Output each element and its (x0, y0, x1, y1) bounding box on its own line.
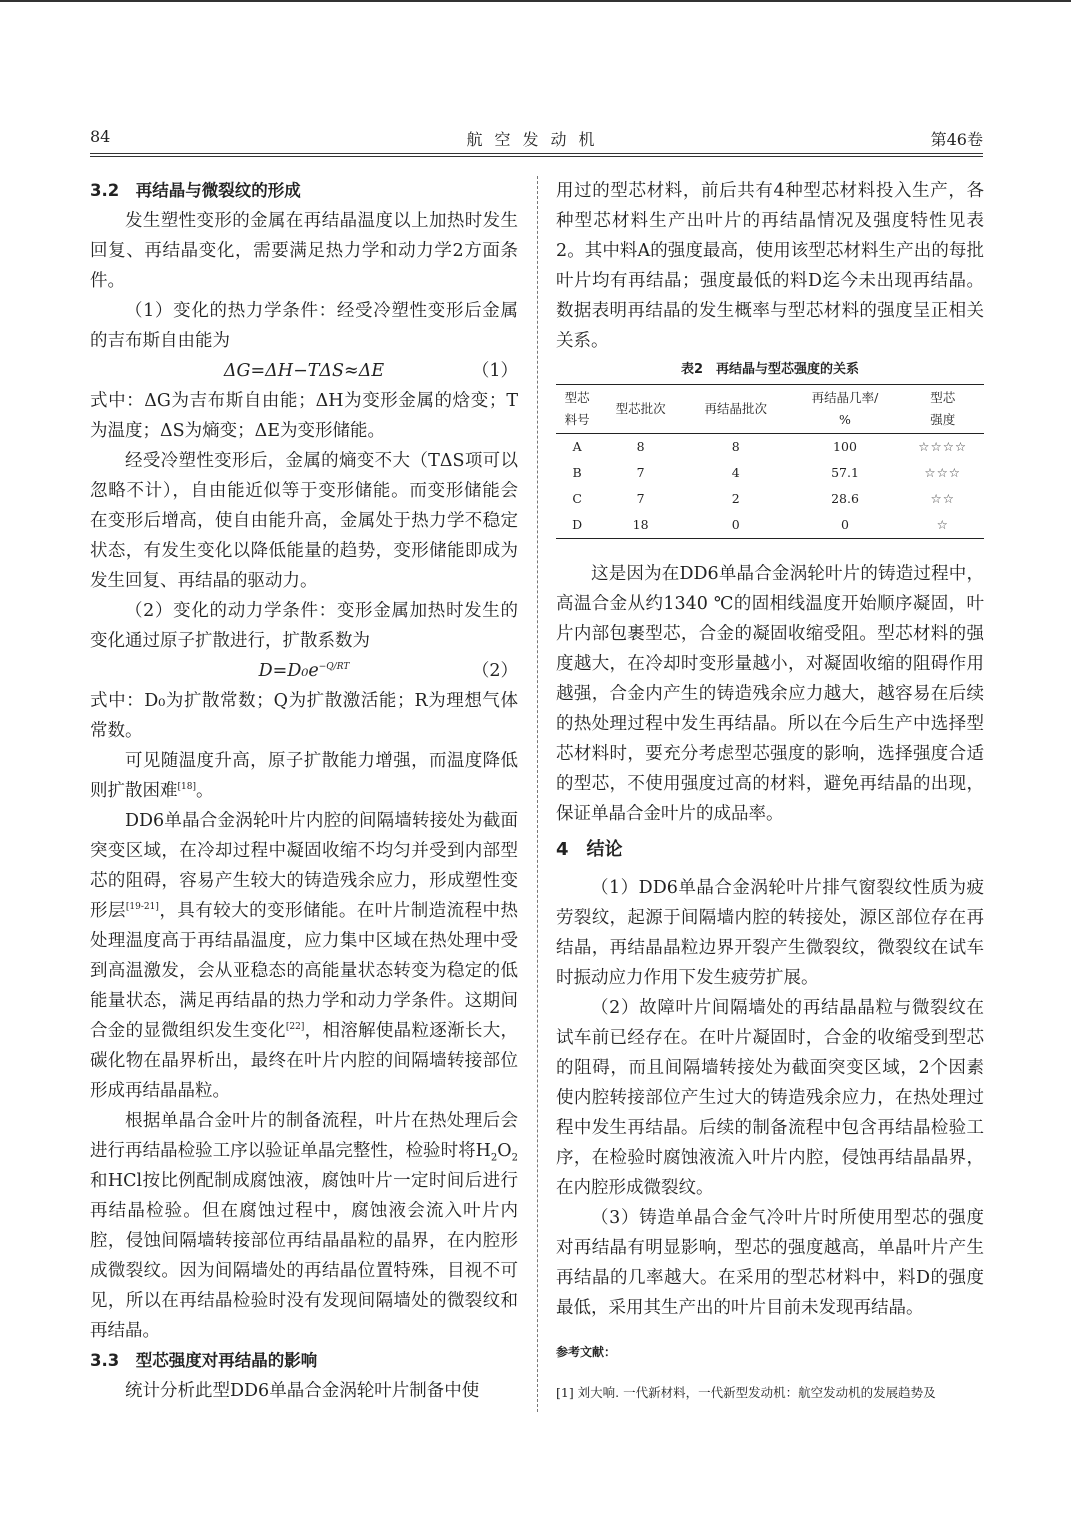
paragraph: 式中：ΔG为吉布斯自由能；ΔH为变形金属的焓变；T为温度；ΔS为熵变；ΔE为变形储能。 (90, 391, 518, 441)
text-run: 和HCl按比例配制成腐蚀液，腐蚀叶片一定时间后进行再结晶检验。但在腐蚀过程中，腐蚀液会流入叶片内腔，侵蚀间隔墙转接部位再结晶晶粒的晶界，在内腔形成微裂纹。因为间隔墙处的再结晶位置特殊，目视不可见，所以在再结晶检验时没有发现间隔墙处的微裂纹和再结晶。 (90, 1171, 518, 1341)
conclusion-2: （2）故障叶片间隔墙处的再结晶晶粒与微裂纹在试车前已经存在。在叶片凝固时，合金的收缩受到型芯的阻碍，而且间隔墙转接处为截面突变区域，2个因素使内腔转接部位产生过大的铸造残余应力，在热处理过程中发生再结晶。后续的制备流程中包含再结晶检验工序，在检验时腐蚀液流入叶片内腔，侵蚀再结晶晶界，在内腔形成微裂纹。 (556, 998, 984, 1198)
equation-body: ΔG=ΔH−TΔS≈ΔE (223, 361, 385, 381)
citation: [22] (285, 1022, 305, 1033)
equation-2 (90, 656, 518, 686)
table-cell: 2 (731, 491, 740, 506)
table-cell: 0 (789, 512, 902, 539)
conclusion-3: （3）铸造单晶合金气冷叶片时所使用型芯的强度对再结晶有明显影响，型芯的强度越高，单晶叶片产生再结晶的几率越大。在采用的型芯材料中，料D的强度最低，采用其生产出的叶片目前未发现再结晶。 (556, 1208, 984, 1318)
paragraph (90, 1106, 518, 1346)
paragraph: 这是因为在DD6单晶合金涡轮叶片的铸造过程中，高温合金从约1340 ℃的固相线温度开始顺序凝固，叶片内部包裹型芯，合金的凝固收缩受阻。型芯材料的强度越大，在冷却时变形量越小，对凝固收缩的阻碍作用越强，合金内产生的铸造残余应力越大，越容易在后续的热处理过程中发生再结晶。所以在今后生产中选择型芯材料时，要充分考虑型芯强度的影响，选择强度合适的型芯，不使用强度过高的材料，避免再结晶的出现，保证单晶合金叶片的成品率。 (556, 564, 984, 824)
section-heading-3-3: 3.3 型芯强度对再结晶的影响 (90, 1351, 318, 1370)
citation: [19-21] (125, 902, 159, 913)
header-rule-double (90, 156, 983, 157)
text-run: DD6单晶合金涡轮叶片内腔的间隔墙转接处为截面突变区域，在冷却过程中凝固收缩不均匀并受到内部型芯的阻碍，容易产生较大的铸造残余应力，形成塑性变形层 (90, 811, 518, 921)
text-run: ，具有较大的变形储能。在叶片制造流程中热处理温度高于再结晶温度，应力集中区域在热处理中受到高温激发，会从亚稳态的高能量状态转变为稳定的低能量状态，满足再结晶的热力学和动力学条件。这期间合金的显微组织发生变化 (90, 901, 519, 1041)
table-row (556, 486, 984, 512)
paragraph (90, 746, 518, 806)
right-column (556, 176, 984, 1403)
star-rating: ☆☆☆ (924, 465, 961, 480)
section-heading-4: 4 结论 (556, 839, 623, 860)
equation-body: D=D₀e (258, 661, 319, 681)
table-row (556, 460, 984, 486)
table-cell: 18 (598, 512, 683, 539)
references-heading: 参考文献： (556, 1345, 617, 1359)
column-header: 型芯 料号 (556, 385, 598, 434)
table-cell: C (572, 491, 582, 506)
section-heading-3-2: 3.2 再结晶与微裂纹的形成 (90, 181, 301, 200)
table-cell: 8 (636, 439, 645, 454)
subscript: 2 (490, 1152, 498, 1164)
conclusion-1: （1）DD6单晶合金涡轮叶片排气窗裂纹性质为疲劳裂纹，起源于间隔墙内腔的转接处，源区部位存在再结晶，再结晶晶粒边界开裂产生微裂纹，微裂纹在试车时振动应力作用下发生疲劳扩展。 (556, 878, 984, 988)
text-run: O (497, 1141, 512, 1161)
header-rule (90, 153, 983, 154)
paragraph: （2）变化的动力学条件：变形金属加热时发生的变化通过原子扩散进行，扩散系数为 (90, 601, 518, 651)
column-header: 再结晶批次 (683, 385, 789, 434)
data-table (556, 384, 984, 539)
table-cell: 7 (636, 491, 645, 506)
column-header: 型芯 强度 (901, 385, 984, 434)
star-rating: ☆☆☆☆ (918, 439, 968, 454)
table-row (556, 434, 984, 461)
paragraph: 经受冷塑性变形后，金属的熵变不大（TΔS项可以忽略不计），自由能近似等于变形储能。而变形储能会在变形后增高，使自由能升高，金属处于热力学不稳定状态，有发生变化以降低能量的趋势，变形储能即成为发生回复、再结晶的驱动力。 (90, 451, 518, 591)
subscript: 2 (511, 1152, 518, 1164)
table-cell: 4 (731, 465, 740, 480)
reference-item: [1] 刘大响. 一代新材料，一代新型发动机：航空发动机的发展趋势及 (556, 1385, 936, 1400)
paragraph: 用过的型芯材料，前后共有4种型芯材料投入生产，各种型芯材料生产出叶片的再结晶情况及强度特性见表2。其中料A的强度最高，使用该型芯材料生产出的每批叶片均有再结晶；强度最低的料D迄今未出现再结晶。数据表明再结晶的发生概率与型芯材料的强度呈正相关关系。 (556, 181, 984, 351)
table-cell: B (572, 465, 582, 480)
page-top-edge (0, 0, 1071, 2)
text-run: 根据单晶合金叶片的制备流程，叶片在热处理后会进行再结晶检验工序以验证单晶完整性，检验时将H (90, 1111, 518, 1161)
running-header (90, 127, 983, 151)
paragraph: （1）变化的热力学条件：经受冷塑性变形后金属的吉布斯自由能为 (90, 301, 518, 351)
equation-1 (90, 356, 518, 386)
table-cell: 28.6 (831, 491, 859, 506)
star-rating: ☆ (901, 512, 984, 539)
paragraph (90, 806, 518, 1106)
paragraph: 统计分析此型DD6单晶合金涡轮叶片制备中使 (125, 1381, 480, 1401)
column-header: 型芯批次 (598, 385, 683, 434)
star-rating: ☆☆ (930, 491, 955, 506)
equation-exponent: −Q/RT (318, 662, 350, 673)
table-cell: 8 (731, 439, 740, 454)
table-cell: 100 (833, 439, 857, 454)
table-cell: D (556, 512, 598, 539)
volume-label: 第46卷 (930, 130, 983, 149)
paragraph: 发生塑性变形的金属在再结晶温度以上加热时发生回复、再结晶变化，需要满足热力学和动力学2方面条件。 (90, 211, 518, 291)
text-run: ，相溶解使晶粒逐渐长大，碳化物在晶界析出，最终在叶片内腔的间隔墙转接部位形成再结晶晶粒。 (90, 1021, 519, 1101)
page-number: 84 (90, 127, 111, 146)
column-divider (537, 176, 538, 1412)
table-row (556, 512, 984, 539)
left-column (90, 176, 518, 1406)
table-cell: 57.1 (831, 465, 859, 480)
table-caption: 表2 再结晶与型芯强度的关系 (680, 362, 860, 377)
table-cell: 0 (683, 512, 789, 539)
text-run: 可见随温度升高，原子扩散能力增强，而温度降低则扩散困难 (90, 751, 518, 801)
journal-title: 航空发动机 (466, 130, 607, 149)
equation-number: （2） (471, 661, 518, 681)
equation-number: （1） (471, 361, 518, 381)
citation: [18] (177, 782, 196, 793)
paragraph: 式中：D₀为扩散常数；Q为扩散激活能；R为理想气体常数。 (90, 691, 518, 741)
table-header-row (556, 385, 984, 434)
text-run: 。 (195, 781, 214, 801)
table-cell: A (572, 439, 582, 454)
table-cell: 7 (636, 465, 645, 480)
column-header: 再结晶几率/ % (789, 385, 902, 434)
